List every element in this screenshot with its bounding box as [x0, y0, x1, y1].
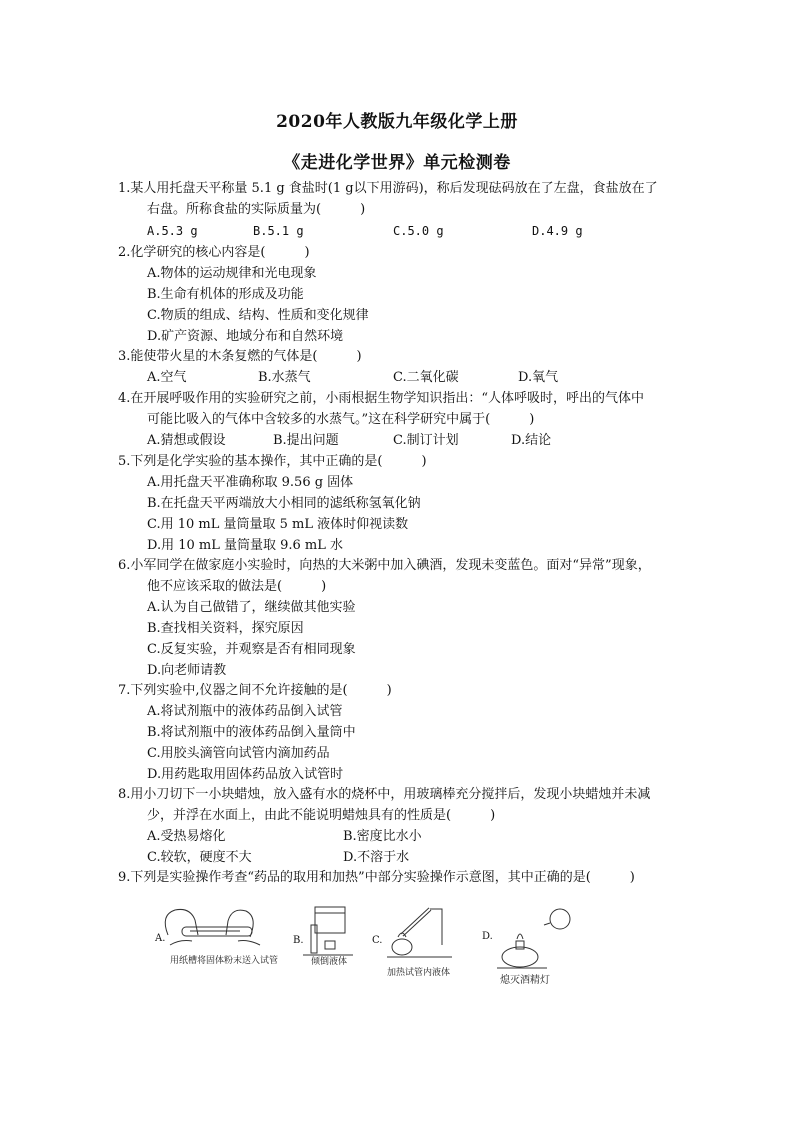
option-b: B.在托盘天平两端放大小相同的滤纸称氢氧化钠 [147, 496, 421, 511]
figure-caption: 加热试管内液体 [387, 968, 451, 978]
option-a: A.猜想或假设 [147, 433, 226, 448]
option-b: B.水蒸气 [258, 370, 311, 385]
question-stem: 1.某人用托盘天平称量 5.1 g 食盐时(1 g以下用游码)，称后发现砝码放在了左盘，食盐放在了 [118, 181, 658, 196]
question-8 [118, 784, 704, 826]
option-c: C.用 10 mL 量筒量取 5 mL 液体时仰视读数 [147, 517, 409, 532]
question-stem-cont: 右盘。所称食盐的实际质量为( ) [147, 202, 366, 217]
question-stem: 9.下列是实验操作考查“药品的取用和加热”中部分实验操作示意图，其中正确的是( ) [118, 870, 635, 885]
question-7 [118, 680, 704, 701]
page-subtitle: 《走进化学世界》单元检测卷 [283, 153, 511, 173]
option-d: D.氧气 [518, 370, 559, 385]
option-a: A.将试剂瓶中的液体药品倒入试管 [147, 704, 343, 719]
figure-caption: 倾倒液体 [311, 957, 348, 967]
question-2 [118, 242, 704, 263]
figure-a [150, 905, 280, 965]
figure-c [372, 905, 462, 978]
figure-d [482, 905, 582, 986]
option-d: D.矿产资源、地域分布和自然环境 [147, 329, 344, 344]
question-1 [118, 178, 704, 220]
option-d: D.用药匙取用固体药品放入试管时 [147, 767, 344, 782]
option-a: A.用托盘天平准确称取 9.56 g 固体 [147, 475, 354, 490]
question-stem: 8.用小刀切下一小块蜡烛，放入盛有水的烧杯中，用玻璃棒充分搅拌后，发现小块蜡烛并未减 [118, 787, 651, 802]
option-b: B.提出问题 [273, 433, 339, 448]
figure-letter: A. [155, 933, 166, 944]
option-a: A.物体的运动规律和光电现象 [147, 266, 317, 281]
figure-letter: D. [482, 931, 493, 942]
page-title: 2020年人教版九年级化学上册 [276, 112, 518, 132]
question-stem: 5.下列是化学实验的基本操作，其中正确的是( ) [118, 454, 427, 469]
question-stem-cont: 少，并浮在水面上，由此不能说明蜡烛具有的性质是( ) [147, 808, 496, 823]
option-b: B.查找相关资料，探究原因 [147, 621, 304, 636]
question-stem: 7.下列实验中,仪器之间不允许接触的是( ) [118, 683, 392, 698]
question-stem: 2.化学研究的核心内容是( ) [118, 245, 310, 260]
option-d: D.向老师请教 [147, 663, 227, 678]
option-d: D.4.9 g [532, 224, 583, 238]
option-a: A.受热易熔化 [147, 829, 226, 844]
option-d: D.结论 [511, 433, 552, 448]
figure-letter: B. [293, 935, 304, 946]
question-5 [118, 451, 704, 472]
question-stem: 3.能使带火星的木条复燃的气体是( ) [118, 349, 362, 364]
figure-b [293, 905, 363, 967]
option-a: A.空气 [147, 370, 187, 385]
question-stem-cont: 他不应该采取的做法是( ) [147, 579, 327, 594]
figure-letter: C. [372, 935, 383, 946]
figure-caption: 用纸槽将固体粉末送入试管 [170, 956, 279, 966]
figure-caption: 熄灭酒精灯 [500, 975, 550, 986]
question-stem-cont: 可能比吸入的气体中含较多的水蒸气。”这在科学研究中属于( ) [147, 412, 535, 427]
option-c: C.用胶头滴管向试管内滴加药品 [147, 746, 330, 761]
option-c: C.物质的组成、结构、性质和变化规律 [147, 308, 369, 323]
question-stem: 4.在开展呼吸作用的实验研究之前，小雨根据生物学知识指出：“人体呼吸时，呼出的气体中 [118, 391, 645, 406]
question-6 [118, 555, 704, 597]
option-d: D.不溶于水 [343, 850, 410, 865]
option-b: B.生命有机体的形成及功能 [147, 287, 304, 302]
option-c: C.5.0 g [393, 224, 444, 238]
option-a: A.5.3 g [147, 224, 198, 238]
question-4 [118, 388, 704, 430]
option-d: D.用 10 mL 量筒量取 9.6 mL 水 [147, 538, 344, 553]
question-9 [118, 867, 704, 888]
option-c: C.反复实验，并观察是否有相同现象 [147, 642, 356, 657]
option-a: A.认为自己做错了，继续做其他实验 [147, 600, 356, 615]
question-stem: 6.小军同学在做家庭小实验时，向热的大米粥中加入碘酒，发现未变蓝色。面对“异常”现象， [118, 558, 651, 573]
option-b: B.将试剂瓶中的液体药品倒入量筒中 [147, 725, 356, 740]
option-b: B.密度比水小 [343, 829, 422, 844]
heating-test-tube-illustration [372, 905, 462, 967]
option-c: C.二氧化碳 [393, 370, 459, 385]
option-c: C.较软，硬度不大 [147, 850, 252, 865]
option-b: B.5.1 g [253, 224, 304, 238]
alcohol-lamp-illustration [482, 905, 582, 975]
option-c: C.制订计划 [393, 433, 459, 448]
question-3 [118, 346, 704, 367]
